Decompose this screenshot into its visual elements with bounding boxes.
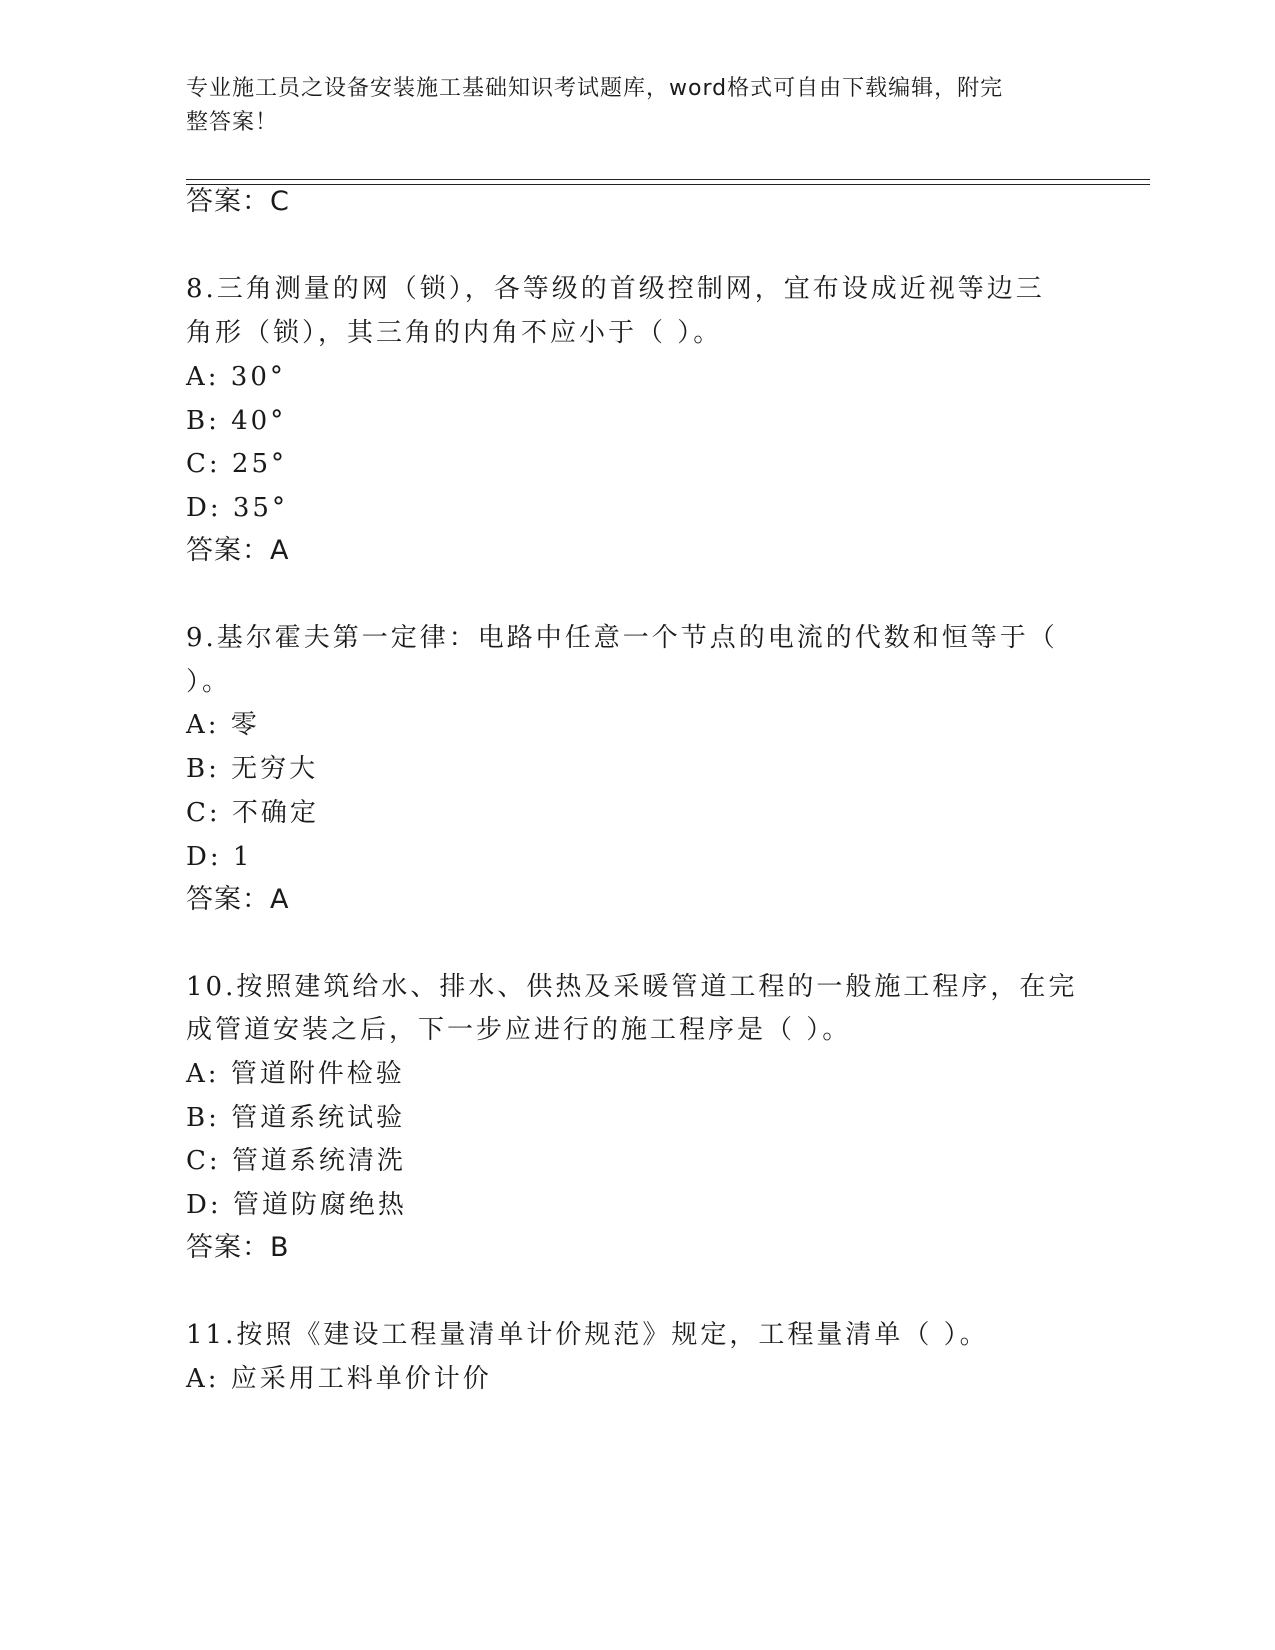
page-header <box>186 72 1066 140</box>
question-8-option-b: B: 40° <box>186 406 287 436</box>
header-divider-bottom <box>186 184 1150 185</box>
header-text-line-1: 专业施工员之设备安装施工基础知识考试题库，word格式可自由下载编辑，附完 <box>186 76 1004 101</box>
header-divider-top <box>186 179 1150 180</box>
question-10-option-b: B: 管道系统试验 <box>186 1103 406 1133</box>
question-11-option-a: A: 应采用工料单价计价 <box>186 1364 492 1394</box>
question-8-option-d: D: 35° <box>186 493 288 523</box>
question-9-option-c: C: 不确定 <box>186 798 319 828</box>
question-9-option-a: A: 零 <box>186 710 260 740</box>
question-10-option-c: C: 管道系统清洗 <box>186 1146 406 1176</box>
question-11-line-1: 11.按照《建设工程量清单计价规范》规定，工程量清单（ ）。 <box>186 1320 989 1350</box>
question-9-line-2: ）。 <box>186 667 232 697</box>
question-10-line-2: 成管道安装之后，下一步应进行的施工程序是（ ）。 <box>186 1015 852 1045</box>
question-10-option-a: A: 管道附件检验 <box>186 1059 405 1089</box>
header-text-line-2: 整答案！ <box>186 110 279 135</box>
question-9-option-b: B: 无穷大 <box>186 754 319 784</box>
question-8-line-1: 8.三角测量的网（锁），各等级的首级控制网，宜布设成近视等边三 <box>186 274 1045 304</box>
question-9-line-1: 9.基尔霍夫第一定律：电路中任意一个节点的电流的代数和恒等于（ <box>186 623 1058 653</box>
question-10-option-d: D: 管道防腐绝热 <box>186 1190 407 1220</box>
question-8-option-a: A: 30° <box>186 362 286 392</box>
question-8-answer: 答案：A <box>186 535 290 566</box>
question-9-answer: 答案：A <box>186 884 290 915</box>
question-10-answer: 答案：B <box>186 1232 290 1263</box>
question-8-option-c: C: 25° <box>186 449 288 479</box>
question-10-line-1: 10.按照建筑给水、排水、供热及采暖管道工程的一般施工程序，在完 <box>186 972 1078 1002</box>
question-8-line-2: 角形（锁），其三角的内角不应小于（ ）。 <box>186 318 723 348</box>
prev-answer: 答案：C <box>186 186 290 217</box>
question-9-option-d: D: 1 <box>186 842 253 872</box>
